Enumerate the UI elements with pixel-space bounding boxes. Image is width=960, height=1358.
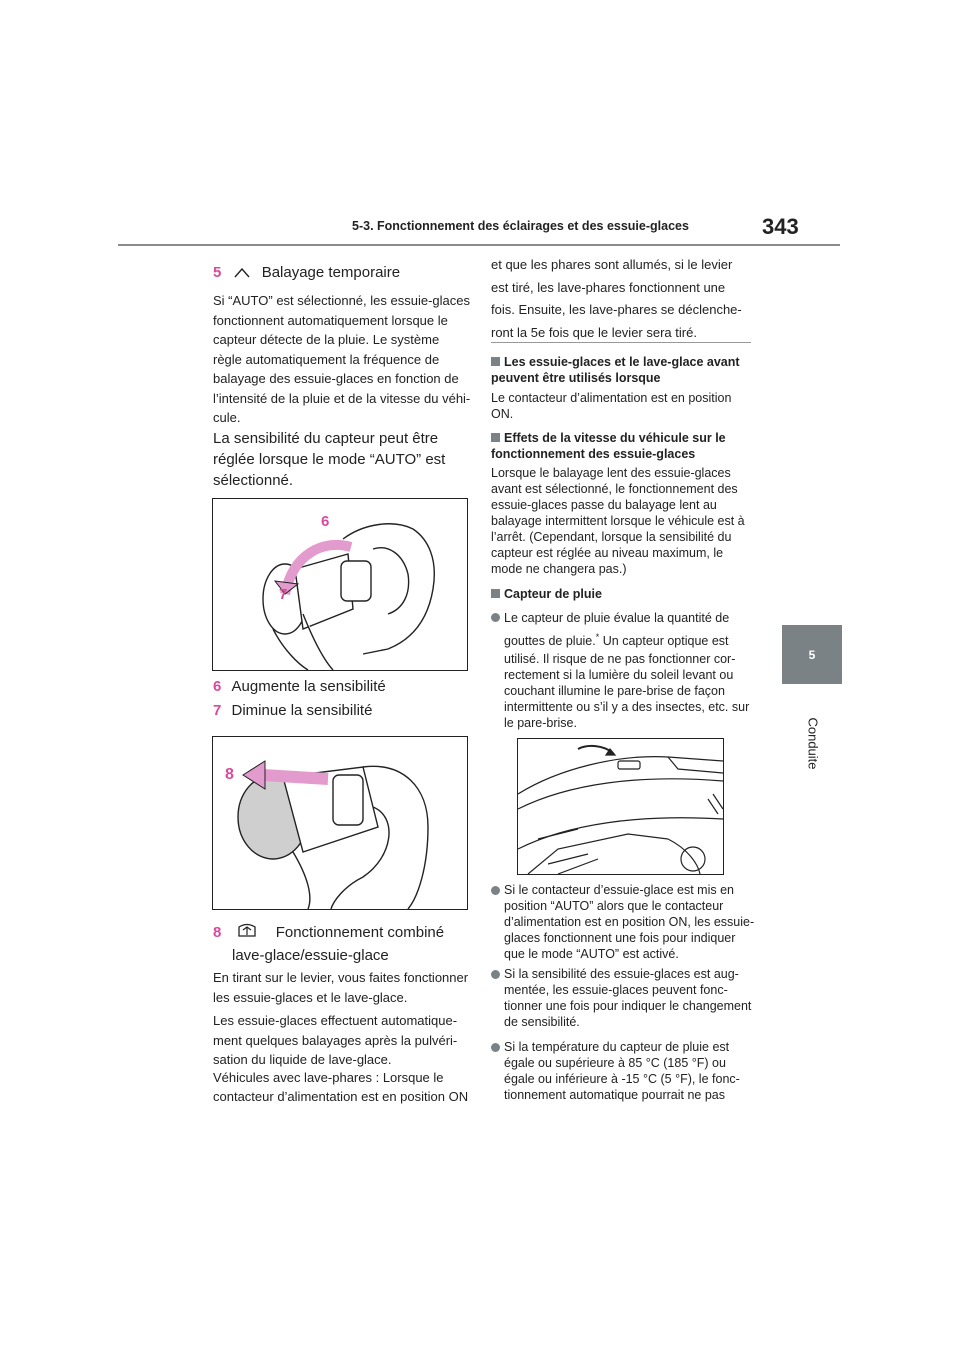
text-line: sélectionné.	[213, 472, 294, 489]
round-bullet-icon	[491, 886, 500, 895]
item-8	[213, 921, 473, 966]
figure-sensitivity-knob	[212, 498, 468, 671]
car-illustration	[518, 739, 723, 874]
section-title: 5-3. Fonctionnement des éclairages et des essuie-glaces	[352, 219, 689, 233]
text-line: fois. Ensuite, les lave-phares se déclenche-	[491, 302, 742, 317]
sensitivity-lead	[213, 428, 473, 491]
pull-paragraph	[213, 968, 475, 1107]
round-bullet-icon	[491, 970, 500, 979]
item-label: Fonctionnement combiné	[275, 923, 445, 941]
text-line: et que les phares sont allumés, si le levier	[491, 257, 733, 272]
footnote-marker: *	[595, 632, 600, 642]
item-label-line2: lave-glace/essuie-glace	[232, 947, 389, 964]
heading-speed: Effets de la vitesse du véhicule sur le fonctionnement des essuie-glaces	[491, 431, 726, 461]
continued-paragraph	[491, 255, 753, 342]
heading-rain-sensor: Capteur de pluie	[491, 586, 753, 602]
item-6	[213, 676, 473, 697]
washer-icon	[236, 921, 258, 945]
bullet-sensitivity-up	[491, 966, 756, 1030]
item-label: Diminue la sensibilité	[231, 702, 373, 719]
text-line: cule.	[213, 410, 241, 425]
text-line: Véhicules avec lave-phares : Lorsque le	[213, 1069, 444, 1085]
figure-rain-sensor-car	[517, 738, 724, 875]
text-line: réglée lorsque le mode “AUTO” est	[213, 451, 446, 468]
item-label: Augmente la sensibilité	[231, 678, 386, 695]
item-label: Balayage temporaire	[261, 264, 401, 281]
item-number: 6	[213, 678, 222, 695]
section-divider	[491, 342, 751, 343]
text-line: les essuie-glaces et le lave-glace.	[213, 989, 408, 1005]
square-bullet-icon	[491, 589, 500, 598]
item-5	[213, 262, 473, 284]
arrow-pull	[263, 775, 328, 779]
header-divider	[118, 244, 840, 246]
text-line: Si “AUTO” est sélectionné, les essuie-glaces	[213, 293, 470, 308]
auto-paragraph	[213, 291, 473, 428]
text-block: Si le contacteur d’essuie-glace est mis en position “AUTO” alors que le contacteur d’alimentation est en position ON, les essuie-glaces fonctionnent une fois pour indiquer que le mode “AUTO” est activé.	[504, 883, 755, 961]
knob-illustration	[213, 499, 467, 670]
item-number: 8	[213, 923, 222, 941]
label-7: 7	[279, 586, 288, 603]
text-line: contacteur d’alimentation est en position ON	[213, 1089, 469, 1104]
text-span: Un capteur optique est	[599, 634, 729, 649]
text-line: Les essuie-glaces effectuent automatique-	[213, 1013, 458, 1028]
label-6: 6	[321, 513, 330, 530]
text-line: La sensibilité du capteur peut être	[213, 430, 439, 447]
text-line: ment quelques balayages après la pulvéri-	[213, 1032, 458, 1048]
label-8: 8	[225, 766, 234, 783]
p-speed: Lorsque le balayage lent des essuie-glaces avant est sélectionné, le fonctionnement des essuie-glaces passe du balayage lent au balayage intermittent lorsque le véhicule est à l’arrêt. (Cependant, lorsque la sensibilité du capteur est réglée au niveau maximum, le mode ne changera pas.)	[491, 466, 745, 576]
item-number: 5	[213, 264, 222, 281]
p-usable: Le contacteur d’alimentation est en position ON.	[491, 391, 732, 421]
text-line: ront la 5e fois que le levier sera tiré.	[491, 324, 697, 340]
lever-illustration	[213, 737, 467, 909]
text-line: balayage des essuie-glaces en fonction de	[213, 371, 459, 386]
text-block: Si la température du capteur de pluie est égale ou supérieure à 85 °C (185 °F) ou égale ou inférieure à -15 °C (5 °F), le fonc-tionnement automatique pourrait ne pas	[504, 1040, 740, 1102]
figure-washer-lever	[212, 736, 468, 910]
chapter-tab: 5	[782, 625, 842, 684]
item-7	[213, 700, 473, 721]
bullet-rain-sensor	[491, 609, 756, 731]
text-line: est tiré, les lave-phares fonctionnent une	[491, 279, 726, 295]
mist-wiper-icon	[234, 263, 252, 284]
item-number: 7	[213, 702, 222, 719]
square-bullet-icon	[491, 357, 500, 366]
text-block: Si la sensibilité des essuie-glaces est aug-mentée, les essuie-glaces peuvent fonc-tionner une fois pour indiquer le changement de sensibilité.	[504, 967, 752, 1029]
text-line: En tirant sur le levier, vous faites fonctionner	[213, 970, 469, 985]
round-bullet-icon	[491, 613, 500, 622]
page-number: 343	[762, 214, 799, 239]
text-line: capteur détecte de la pluie. Le système	[213, 332, 440, 347]
text-line: Le capteur de pluie évalue la quantité de	[504, 611, 730, 625]
text-line: l’intensité de la pluie et de la vitesse du véhi-	[213, 390, 471, 406]
chapter-label: Conduite	[805, 717, 821, 770]
text-block: utilisé. Il risque de ne pas fonctionner cor-rectement si la lumière du soleil levant ou couchant illumine le pare-brise de façon intermittente ou s’il y a des insectes, etc. sur le pare-brise.	[504, 652, 750, 731]
bullet-auto-once	[491, 882, 756, 962]
text-line: fonctionnent automatiquement lorsque le	[213, 312, 448, 328]
square-bullet-icon	[491, 433, 500, 442]
text-line: règle automatiquement la fréquence de	[213, 351, 440, 367]
text-span: gouttes de pluie.	[504, 634, 596, 649]
round-bullet-icon	[491, 1043, 500, 1052]
bullet-temperature	[491, 1039, 756, 1103]
heading-usable: Les essuie-glaces et le lave-glace avant peuvent être utilisés lorsque	[491, 355, 740, 385]
text-line: sation du liquide de lave-glace.	[213, 1052, 392, 1067]
